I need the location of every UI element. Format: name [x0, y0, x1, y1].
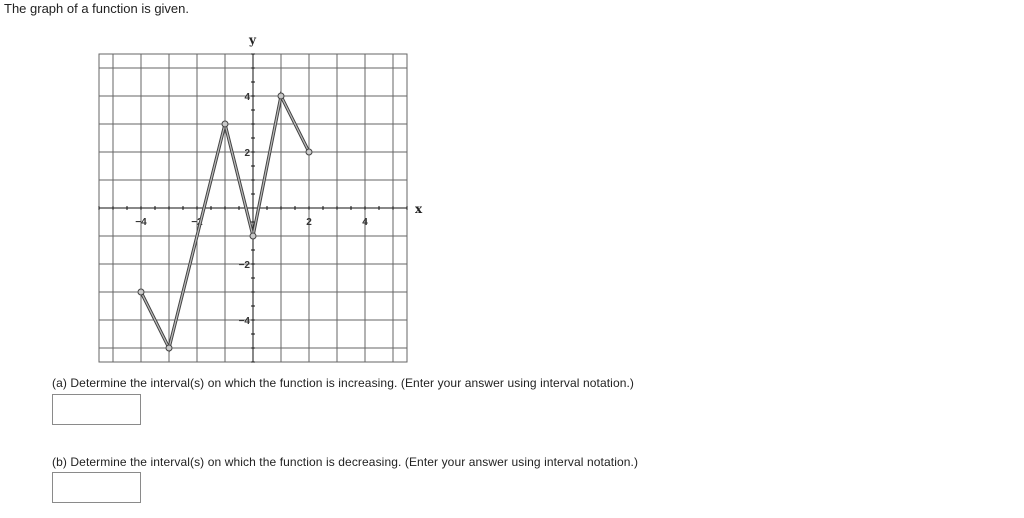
y-tick-label: −4: [238, 316, 250, 327]
vertex-point: [250, 233, 256, 239]
vertex-point: [222, 121, 228, 127]
y-tick-label: 2: [244, 148, 250, 159]
question-a: (a) Determine the interval(s) on which the function is increasing. (Enter your answer using interval notation.): [52, 376, 635, 390]
y-tick-label: −2: [238, 260, 250, 271]
question-b: (b) Determine the interval(s) on which the function is decreasing. (Enter your answer using interval notation.): [52, 455, 639, 469]
graph-axes: [99, 54, 407, 362]
x-axis-label: x: [415, 202, 423, 216]
problem-prompt: The graph of a function is given.: [4, 1, 190, 16]
x-tick-label: 2: [306, 217, 312, 228]
vertex-point: [306, 149, 312, 155]
x-tick-label: 4: [362, 217, 368, 228]
vertex-point: [278, 93, 284, 99]
increasing-interval-input[interactable]: [52, 394, 141, 425]
x-tick-label: −2: [191, 217, 203, 228]
decreasing-interval-input[interactable]: [52, 472, 141, 503]
y-tick-label: 4: [244, 92, 250, 103]
vertex-point: [166, 345, 172, 351]
x-tick-label: −4: [135, 217, 147, 228]
vertex-point: [138, 289, 144, 295]
y-axis-label: y: [249, 33, 256, 47]
